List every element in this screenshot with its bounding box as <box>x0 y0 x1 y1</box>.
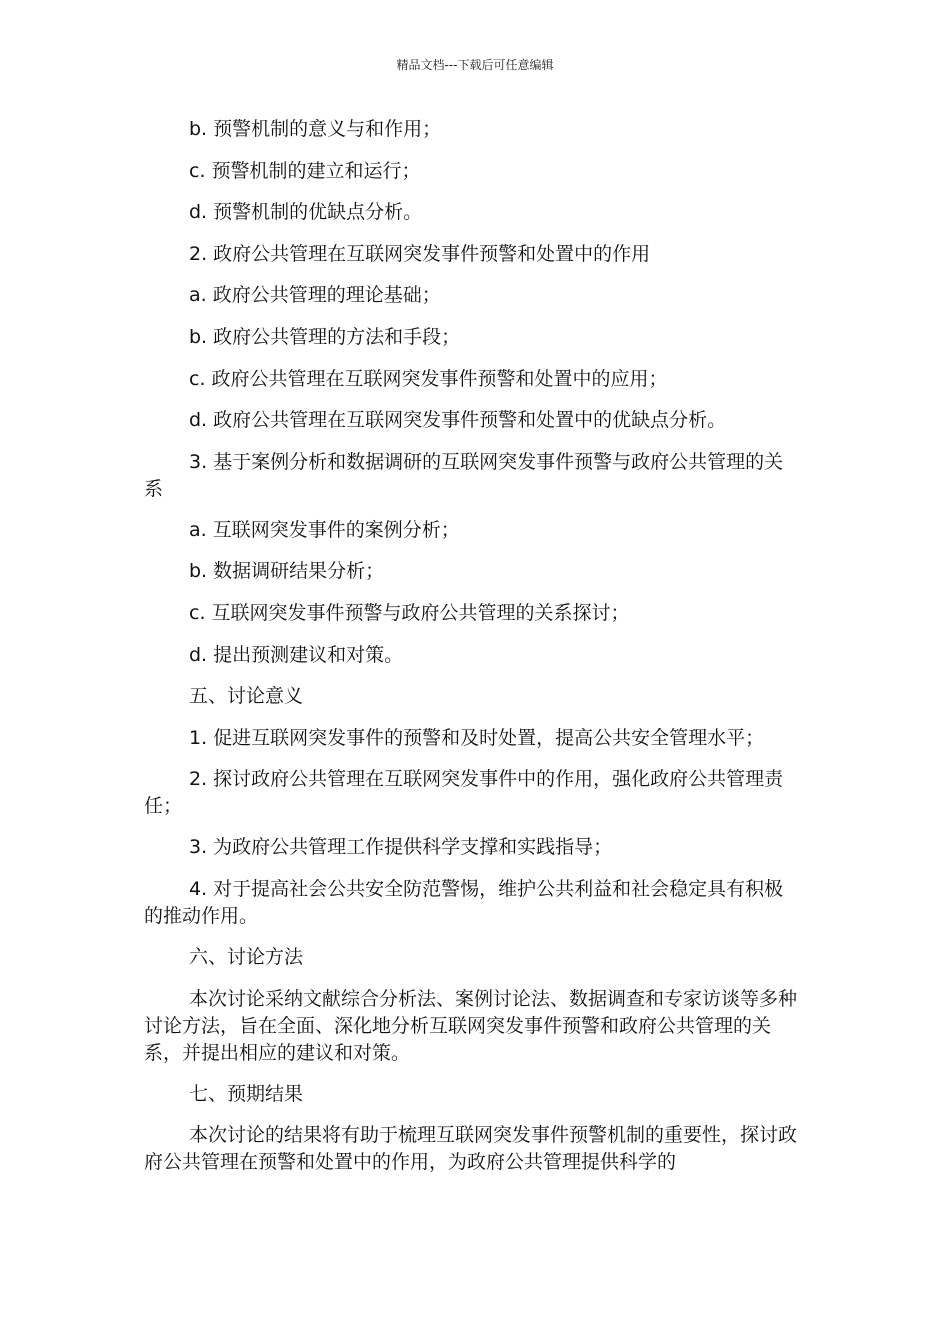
list-item: c. 预警机制的建立和运行； <box>189 159 421 182</box>
list-item: c. 政府公共管理在互联网突发事件预警和处置中的应用； <box>189 367 668 390</box>
list-item: d. 提出预测建议和对策。 <box>189 643 404 666</box>
section-heading: 五、讨论意义 <box>189 685 304 708</box>
list-item: c. 互联网突发事件预警与政府公共管理的关系探讨； <box>189 601 630 624</box>
page-header: 精品文档---下载后可任意编辑 <box>396 58 554 72</box>
list-item: 3. 基于案例分析和数据调研的互联网突发事件预警与政府公共管理的关系 <box>144 450 784 500</box>
list-item: 1. 促进互联网突发事件的预警和及时处置，提高公共安全管理水平； <box>189 726 765 749</box>
list-item: d. 政府公共管理在互联网突发事件预警和处置中的优缺点分析。 <box>189 409 727 432</box>
section-heading: 七、预期结果 <box>189 1082 304 1105</box>
list-item: 4. 对于提高社会公共安全防范警惕，维护公共利益和社会稳定具有积极的推动作用。 <box>144 877 784 927</box>
list-item: a. 互联网突发事件的案例分析； <box>189 518 460 541</box>
list-item: b. 数据调研结果分析； <box>189 560 385 583</box>
list-item: 3. 为政府公共管理工作提供科学支撑和实践指导； <box>189 836 613 859</box>
list-item: d. 预警机制的优缺点分析。 <box>189 201 423 224</box>
section-heading: 六、讨论方法 <box>189 945 304 968</box>
list-item: b. 预警机制的意义与和作用； <box>189 118 442 140</box>
body-paragraph: 本次讨论采纳文献综合分析法、案例讨论法、数据调查和专家访谈等多种讨论方法，旨在全面、深化地分析互联网突发事件预警和政府公共管理的关系，并提出相应的建议和对策。 <box>144 987 798 1064</box>
list-item: 2. 政府公共管理在互联网突发事件预警和处置中的作用 <box>189 242 651 265</box>
list-item: a. 政府公共管理的理论基础； <box>189 284 441 307</box>
document-body <box>144 116 800 1176</box>
list-item: b. 政府公共管理的方法和手段； <box>189 325 461 348</box>
list-item: 2. 探讨政府公共管理在互联网突发事件中的作用，强化政府公共管理责任； <box>144 768 784 818</box>
body-paragraph: 本次讨论的结果将有助于梳理互联网突发事件预警机制的重要性，探讨政府公共管理在预警和处置中的作用，为政府公共管理提供科学的 <box>144 1124 798 1174</box>
